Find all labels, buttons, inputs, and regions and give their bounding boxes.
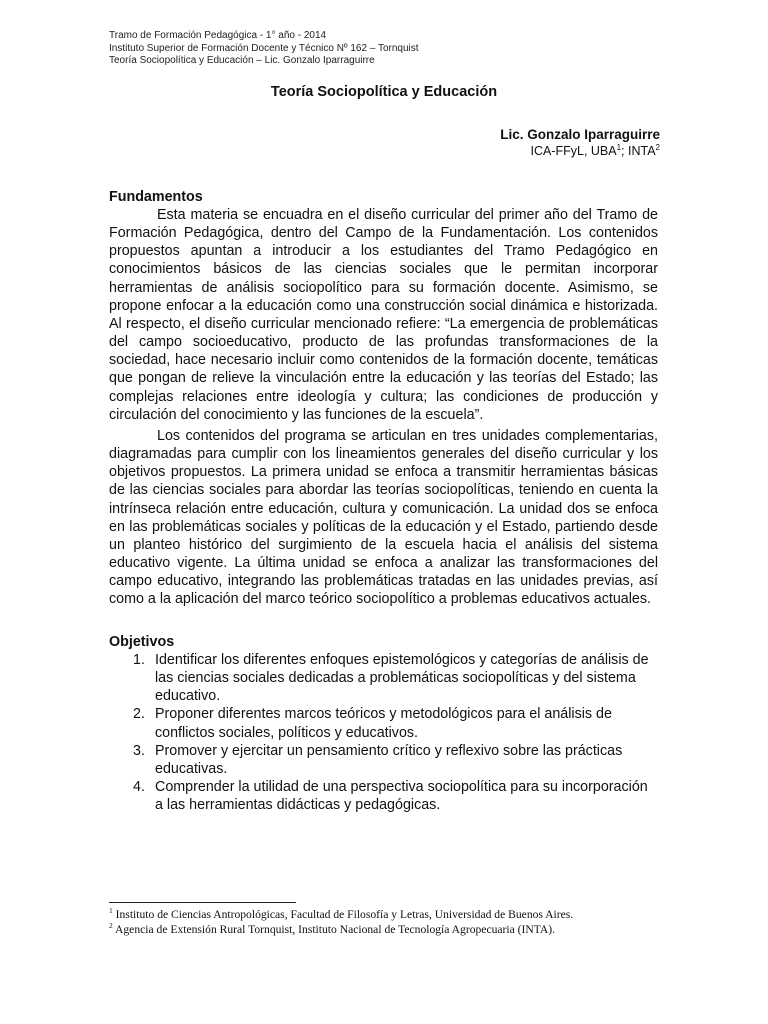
header-line-institute: Instituto Superior de Formación Docente y Técnico Nº 162 – Tornquist	[109, 42, 419, 54]
footnote-1	[109, 907, 669, 922]
objetivos-heading: Objetivos	[109, 634, 175, 650]
footnote-text-1: Instituto de Ciencias Antropológicas, Facultad de Filosofía y Letras, Universidad de Buenos Aires.	[112, 908, 574, 921]
footnote-text-2: Agencia de Extensión Rural Tornquist, Instituto Nacional de Tecnología Agropecuaria (INTA).	[112, 923, 556, 936]
list-item	[109, 778, 658, 814]
running-header	[109, 30, 669, 68]
author-block	[500, 127, 660, 159]
section-fundamentos-cont	[109, 427, 658, 609]
document-title: Teoría Sociopolítica y Educación	[270, 84, 498, 100]
footnote-mark-1: 1	[109, 906, 113, 916]
header-line-program: Tramo de Formación Pedagógica - 1° año - 2014	[109, 30, 327, 41]
list-item	[109, 651, 658, 705]
list-item-number: 3.	[133, 742, 145, 759]
objectives-list	[109, 651, 658, 814]
header-line-course: Teoría Sociopolítica y Educación – Lic. Gonzalo Iparraguirre	[109, 55, 375, 66]
author-name: Lic. Gonzalo Iparraguirre	[500, 127, 660, 142]
footnote-ref-2: 2	[655, 142, 660, 152]
list-item-text: Promover y ejercitar un pensamiento crítico y reflexivo sobre las prácticas educativas.	[155, 742, 623, 777]
list-item-number: 2.	[133, 706, 145, 723]
list-item-text: Identificar los diferentes enfoques epistemológicos y categorías de análisis de las ciencias sociales dedicadas a problemáticas sociopolíticas y del sistema educativo.	[155, 652, 649, 705]
list-item-text: Comprender la utilidad de una perspectiva sociopolítica para su incorporación a las herramientas didácticas y pedagógicas.	[155, 779, 648, 814]
fundamentos-heading: Fundamentos	[109, 189, 203, 205]
footnote-divider	[109, 902, 296, 903]
list-item-number: 1.	[133, 652, 145, 668]
fundamentos-paragraph-1: Esta materia se encuadra en el diseño curricular del primer año del Tramo de Formación Pedagógica, dentro del Campo de la Fundamentación. Los contenidos propuestos apuntan a introducir a los estudiantes del Tramo Pedagógico en conocimientos básicos de las ciencias sociales que le permitan incorporar herramientas de análisis sociopolítico para su formación docente. Asimismo, se propone enfocar a la educación como una construcción social dinámica e historizada. Al respecto, el diseño curricular mencionado refiere: “La emergencia de problemáticas del campo socioeducativo, producto de las profundas transformaciones de la sociedad, hace necesario incluir como contenidos de la formación docente, temáticas que pongan de relieve la vinculación entre la educación y las teorías del Estado; las complejas relaciones entre ideología y cultura; las condiciones de producción y circulación del conocimiento y las funciones de la escuela”.	[109, 207, 658, 423]
footnote-2	[109, 922, 669, 937]
affiliation-uba: ICA-FFyL, UBA	[530, 144, 617, 158]
list-item-number: 4.	[133, 779, 145, 796]
author-affiliation	[500, 143, 660, 159]
list-item-text: Proponer diferentes marcos teóricos y metodológicos para el análisis de conflictos sociales, políticos y educativos.	[155, 706, 612, 741]
section-fundamentos	[109, 188, 658, 424]
list-item	[109, 705, 658, 741]
footnote-mark-2: 2	[109, 921, 113, 931]
fundamentos-paragraph-2: Los contenidos del programa se articulan en tres unidades complementarias, diagramadas para cumplir con los lineamientos generales del diseño curricular y los objetivos propuestos. La primera unidad se enfoca a transmitir herramientas básicas de las ciencias sociales para abordar las teorías sociopolíticas, teniendo en cuenta la intrínseca relación entre educación, cultura y comunicación. La unidad dos se enfoca en las problemáticas sociales y políticas de la educación y el Estado, partiendo desde un planteo histórico del surgimiento de la escuela hacia el análisis del sistema educativo vigente. La última unidad se enfoca a analizar las transformaciones del campo educativo, integrando las problemáticas tratadas en las unidades previas, así como a la aplicación del marco teórico sociopolítico a problemas educativos actuales.	[109, 428, 658, 608]
footnote-ref-1: 1	[616, 142, 622, 152]
affiliation-inta: ; INTA	[621, 144, 656, 158]
section-objetivos	[109, 633, 658, 814]
list-item	[109, 742, 658, 778]
footnotes	[109, 907, 669, 937]
